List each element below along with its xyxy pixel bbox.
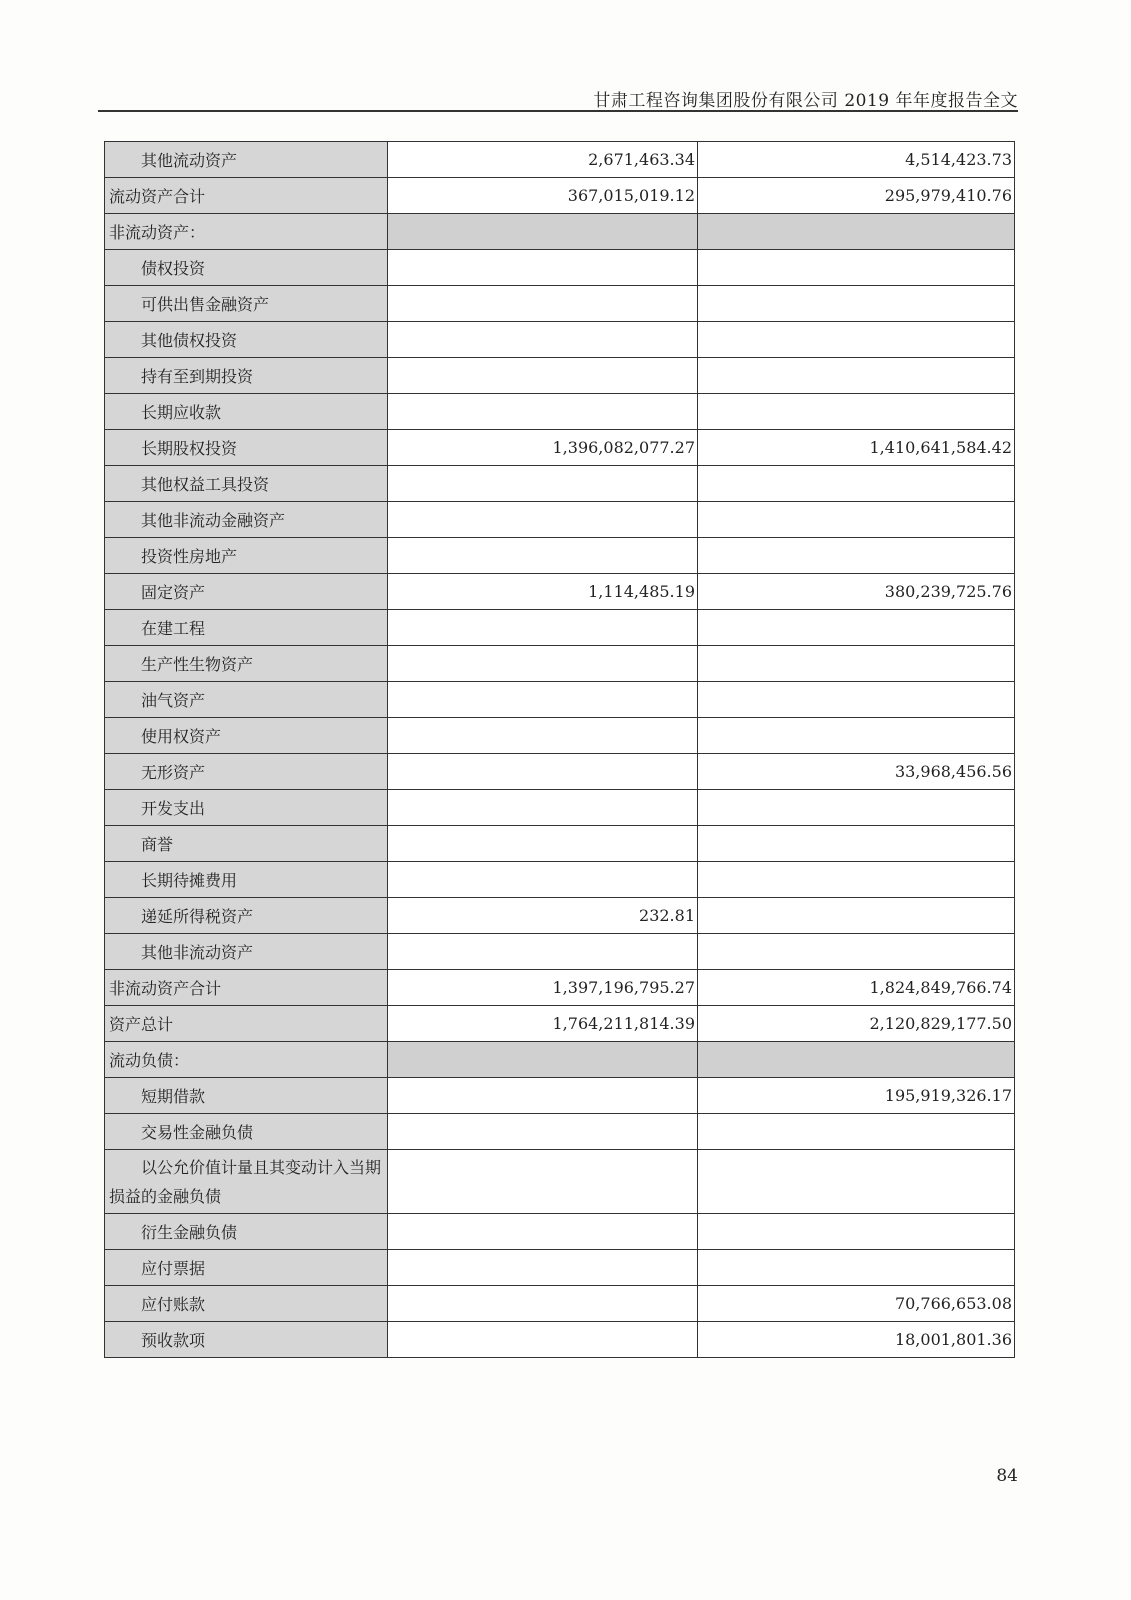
table-row <box>105 358 1015 394</box>
value-cell-prior: 33,968,456.56 <box>698 754 1015 790</box>
table-row <box>105 1214 1015 1250</box>
value-cell-prior <box>698 934 1015 970</box>
table-row <box>105 178 1015 214</box>
value-cell-prior <box>698 826 1015 862</box>
value-cell-prior <box>698 394 1015 430</box>
value-cell-prior <box>698 898 1015 934</box>
value-cell-prior: 18,001,801.36 <box>698 1322 1015 1358</box>
page-number: 84 <box>996 1466 1018 1486</box>
value-cell-prior: 380,239,725.76 <box>698 574 1015 610</box>
value-cell-current <box>388 466 698 502</box>
row-label: 应付账款 <box>105 1286 388 1322</box>
table-row <box>105 394 1015 430</box>
table-row <box>105 502 1015 538</box>
table-row <box>105 718 1015 754</box>
row-label: 流动资产合计 <box>105 178 388 214</box>
value-cell-current <box>388 646 698 682</box>
table-row <box>105 214 1015 250</box>
value-cell-prior: 4,514,423.73 <box>698 142 1015 178</box>
value-cell-current <box>388 718 698 754</box>
value-cell-prior: 195,919,326.17 <box>698 1078 1015 1114</box>
row-label: 短期借款 <box>105 1078 388 1114</box>
table-row <box>105 610 1015 646</box>
value-cell-prior: 70,766,653.08 <box>698 1286 1015 1322</box>
table-row <box>105 1250 1015 1286</box>
row-label: 交易性金融负债 <box>105 1114 388 1150</box>
value-cell-current: 2,671,463.34 <box>388 142 698 178</box>
balance-sheet-body <box>105 142 1015 1358</box>
value-cell-prior <box>698 682 1015 718</box>
value-cell-current <box>388 322 698 358</box>
table-row <box>105 1150 1015 1214</box>
value-cell-prior <box>698 1250 1015 1286</box>
row-label: 债权投资 <box>105 250 388 286</box>
table-row <box>105 574 1015 610</box>
table-row <box>105 790 1015 826</box>
row-label: 商誉 <box>105 826 388 862</box>
value-cell-current <box>388 502 698 538</box>
value-cell-prior <box>698 790 1015 826</box>
table-row <box>105 430 1015 466</box>
value-cell-prior <box>698 718 1015 754</box>
row-label: 其他流动资产 <box>105 142 388 178</box>
value-cell-current <box>388 754 698 790</box>
value-cell-prior <box>698 538 1015 574</box>
row-label: 流动负债： <box>105 1042 388 1078</box>
value-cell-current <box>388 1150 698 1214</box>
row-label: 长期应收款 <box>105 394 388 430</box>
value-cell-prior: 1,410,641,584.42 <box>698 430 1015 466</box>
value-cell-current <box>388 214 698 250</box>
value-cell-prior <box>698 1114 1015 1150</box>
table-row <box>105 826 1015 862</box>
row-label: 持有至到期投资 <box>105 358 388 394</box>
row-label: 衍生金融负债 <box>105 1214 388 1250</box>
value-cell-current <box>388 250 698 286</box>
value-cell-current: 367,015,019.12 <box>388 178 698 214</box>
value-cell-current: 232.81 <box>388 898 698 934</box>
report-header-title: 甘肃工程咨询集团股份有限公司 2019 年年度报告全文 <box>593 91 1018 111</box>
table-row <box>105 754 1015 790</box>
value-cell-prior <box>698 1150 1015 1214</box>
row-label: 非流动资产合计 <box>105 970 388 1006</box>
table-row <box>105 250 1015 286</box>
row-label: 其他债权投资 <box>105 322 388 358</box>
table-row <box>105 1286 1015 1322</box>
value-cell-current <box>388 1214 698 1250</box>
value-cell-current: 1,114,485.19 <box>388 574 698 610</box>
header-divider <box>98 110 1018 112</box>
row-label: 其他非流动资产 <box>105 934 388 970</box>
row-label: 开发支出 <box>105 790 388 826</box>
row-label: 长期待摊费用 <box>105 862 388 898</box>
value-cell-current <box>388 1042 698 1078</box>
value-cell-prior <box>698 250 1015 286</box>
table-row <box>105 322 1015 358</box>
value-cell-prior: 2,120,829,177.50 <box>698 1006 1015 1042</box>
table-row <box>105 1114 1015 1150</box>
row-label: 投资性房地产 <box>105 538 388 574</box>
table-row <box>105 682 1015 718</box>
value-cell-current <box>388 1250 698 1286</box>
row-label: 油气资产 <box>105 682 388 718</box>
table-row <box>105 1006 1015 1042</box>
value-cell-prior <box>698 286 1015 322</box>
row-label: 无形资产 <box>105 754 388 790</box>
value-cell-current <box>388 1322 698 1358</box>
value-cell-prior <box>698 1042 1015 1078</box>
table-row <box>105 970 1015 1006</box>
value-cell-current <box>388 358 698 394</box>
balance-sheet-table <box>104 141 1015 1358</box>
table-row <box>105 1322 1015 1358</box>
table-row <box>105 646 1015 682</box>
row-label: 应付票据 <box>105 1250 388 1286</box>
row-label: 递延所得税资产 <box>105 898 388 934</box>
value-cell-prior <box>698 502 1015 538</box>
value-cell-current <box>388 682 698 718</box>
value-cell-prior <box>698 214 1015 250</box>
value-cell-prior <box>698 358 1015 394</box>
value-cell-current <box>388 394 698 430</box>
value-cell-prior <box>698 646 1015 682</box>
value-cell-prior: 1,824,849,766.74 <box>698 970 1015 1006</box>
value-cell-current <box>388 1114 698 1150</box>
row-label: 资产总计 <box>105 1006 388 1042</box>
value-cell-current <box>388 862 698 898</box>
value-cell-current <box>388 826 698 862</box>
row-label: 在建工程 <box>105 610 388 646</box>
table-row <box>105 934 1015 970</box>
row-label: 可供出售金融资产 <box>105 286 388 322</box>
value-cell-current: 1,764,211,814.39 <box>388 1006 698 1042</box>
value-cell-prior <box>698 862 1015 898</box>
value-cell-current <box>388 538 698 574</box>
table-row <box>105 862 1015 898</box>
value-cell-current <box>388 286 698 322</box>
row-label: 长期股权投资 <box>105 430 388 466</box>
value-cell-current <box>388 1286 698 1322</box>
row-label: 其他非流动金融资产 <box>105 502 388 538</box>
table-row <box>105 286 1015 322</box>
value-cell-prior <box>698 322 1015 358</box>
value-cell-current <box>388 1078 698 1114</box>
table-row <box>105 1042 1015 1078</box>
table-row <box>105 1078 1015 1114</box>
row-label: 预收款项 <box>105 1322 388 1358</box>
value-cell-current <box>388 610 698 646</box>
value-cell-prior <box>698 610 1015 646</box>
row-label: 以公允价值计量且其变动计入当期损益的金融负债 <box>105 1150 388 1214</box>
value-cell-prior <box>698 466 1015 502</box>
value-cell-prior: 295,979,410.76 <box>698 178 1015 214</box>
value-cell-current <box>388 790 698 826</box>
row-label: 其他权益工具投资 <box>105 466 388 502</box>
row-label: 使用权资产 <box>105 718 388 754</box>
row-label: 非流动资产： <box>105 214 388 250</box>
value-cell-prior <box>698 1214 1015 1250</box>
table-row <box>105 538 1015 574</box>
row-label: 固定资产 <box>105 574 388 610</box>
row-label: 生产性生物资产 <box>105 646 388 682</box>
value-cell-current: 1,397,196,795.27 <box>388 970 698 1006</box>
table-row <box>105 898 1015 934</box>
value-cell-current: 1,396,082,077.27 <box>388 430 698 466</box>
table-row <box>105 466 1015 502</box>
value-cell-current <box>388 934 698 970</box>
table-row <box>105 142 1015 178</box>
